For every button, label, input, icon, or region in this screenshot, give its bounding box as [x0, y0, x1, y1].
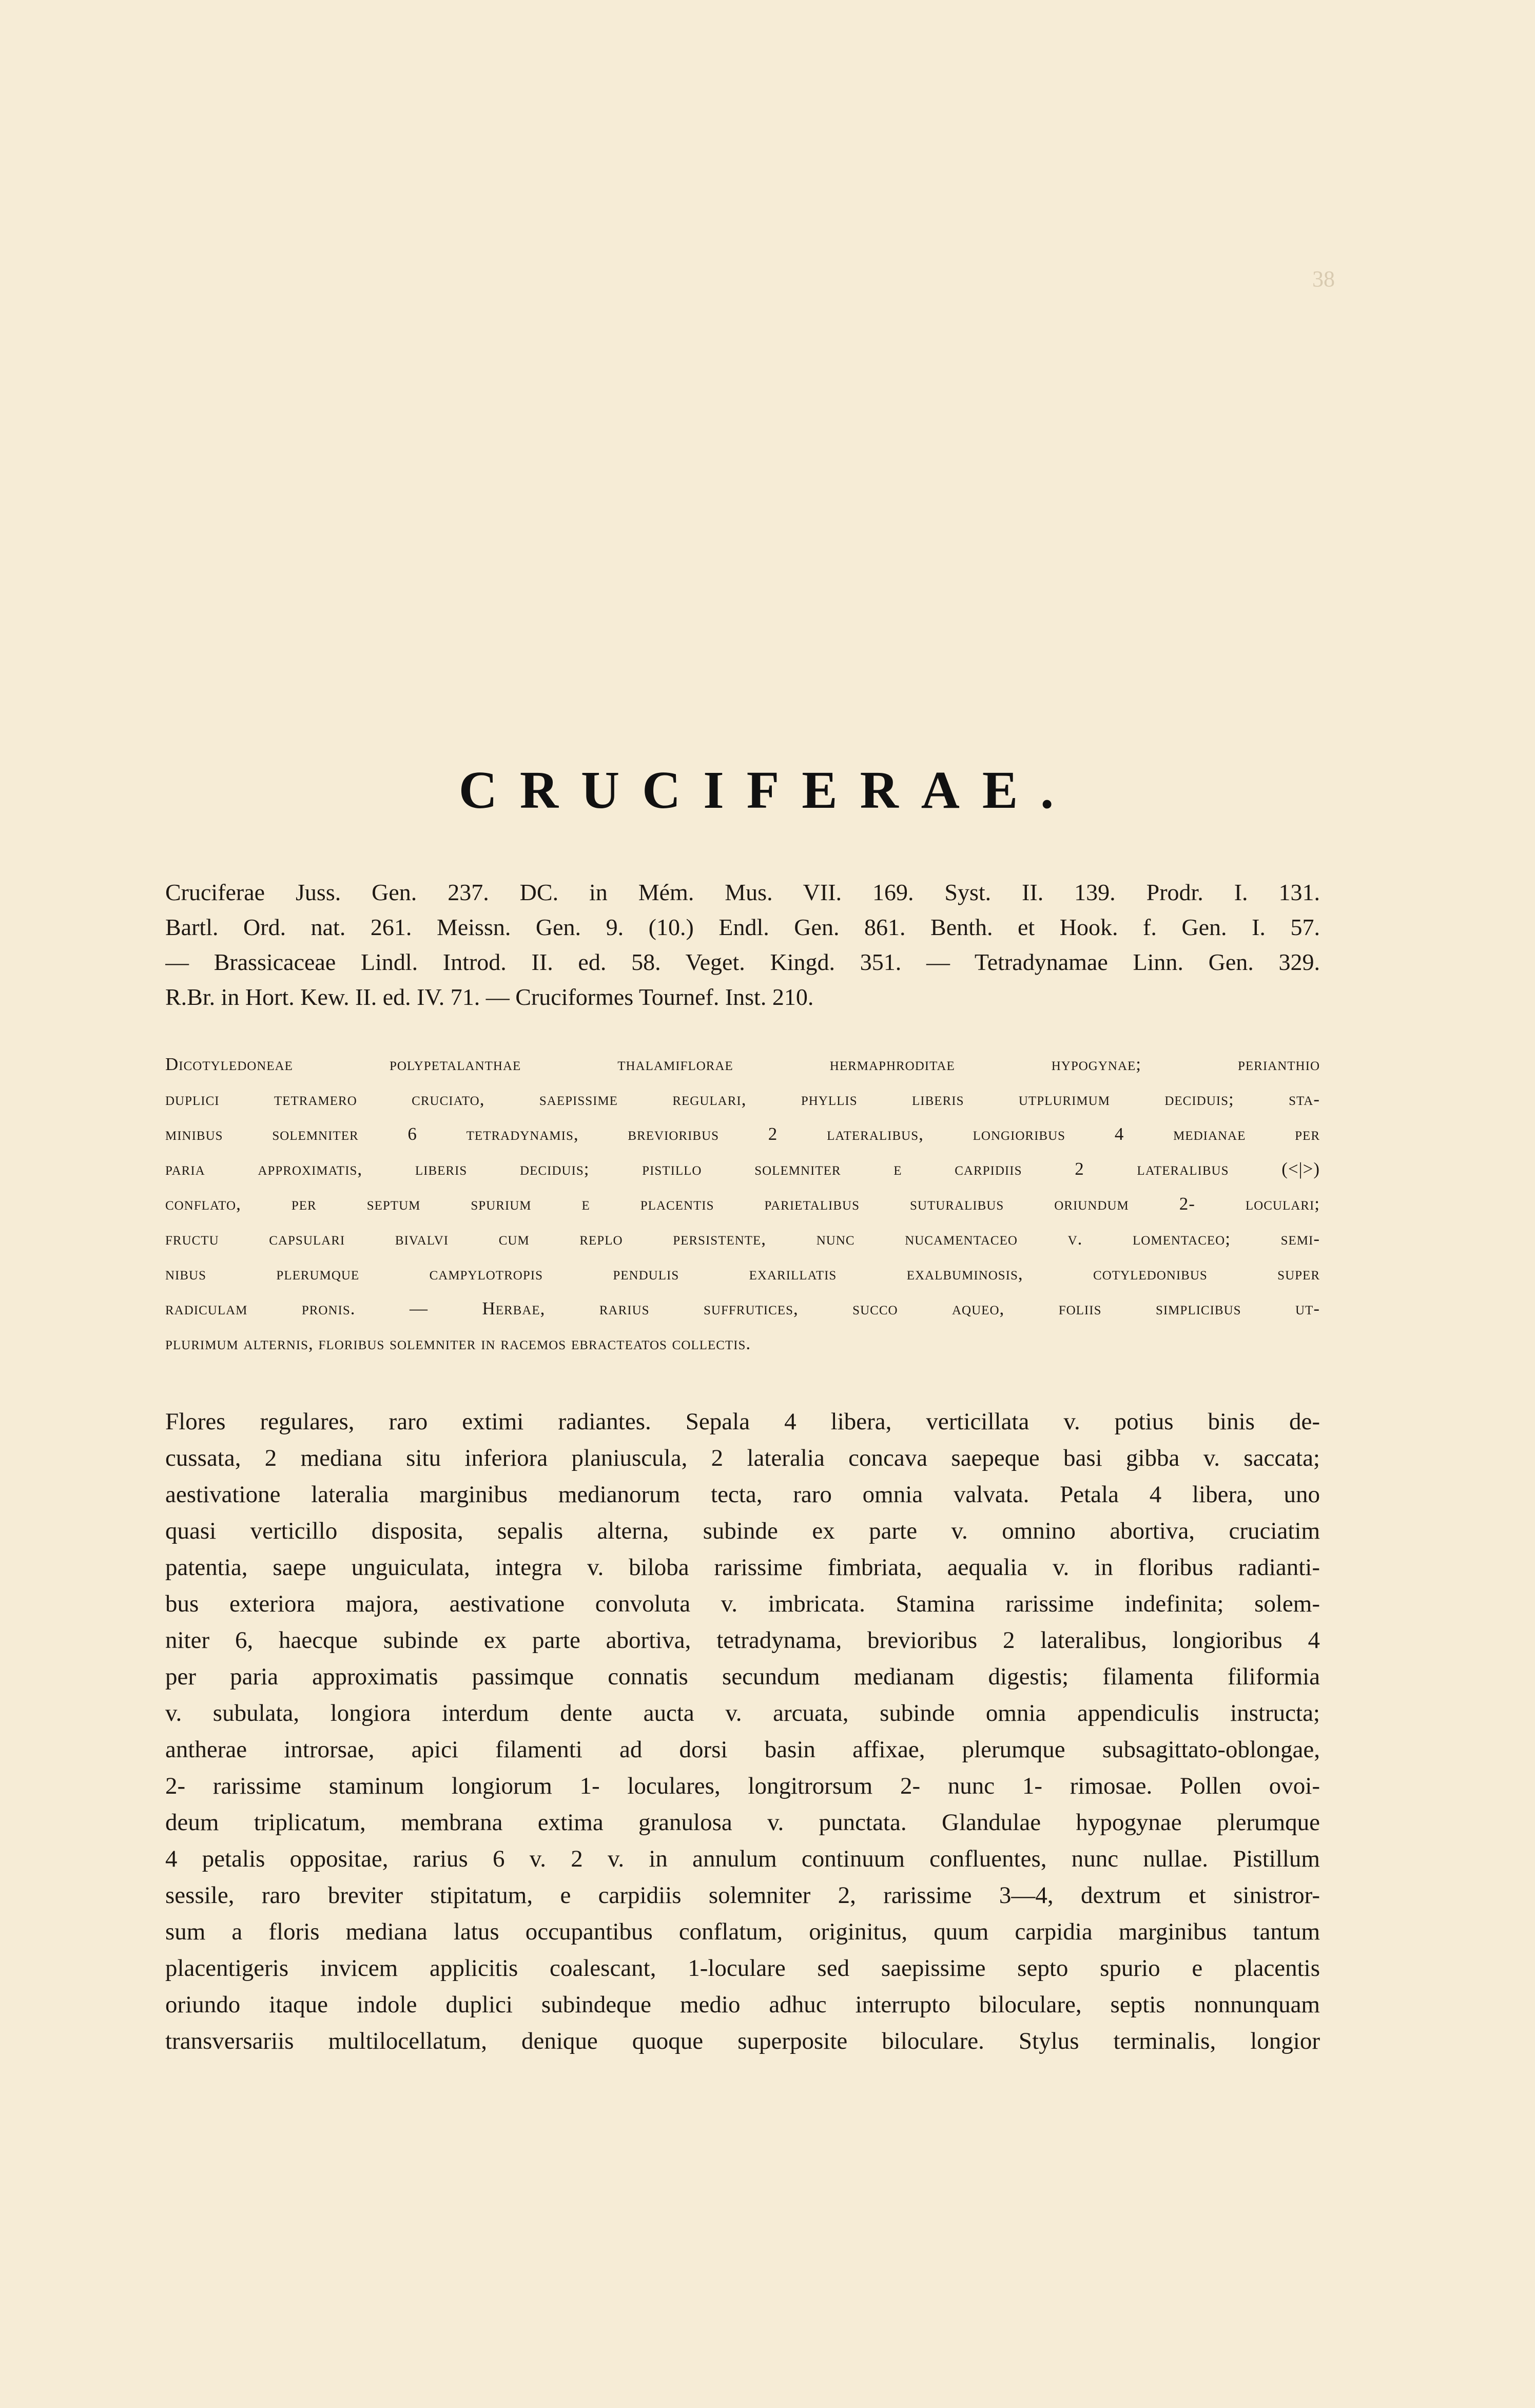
- description-line: v. subulata, longiora interdum dente aucta v. arcuata, subinde omnia appendiculis instructa;: [165, 1700, 1320, 1726]
- description-line: sessile, raro breviter stipitatum, e carpidiis solemniter 2, rarissime 3—4, dextrum et sinistror-: [165, 1882, 1320, 1909]
- description-line: deum triplicatum, membrana extima granulosa v. punctata. Glandulae hypogynae plerumque: [165, 1809, 1320, 1836]
- description-line: quasi verticillo disposita, sepalis alterna, subinde ex parte v. omnino abortiva, cruciatim: [165, 1518, 1320, 1544]
- diagnosis-line: fructu capsulari bivalvi cum replo persistente, nunc nucamentaceo v. lomentaceo; semi-: [165, 1229, 1320, 1249]
- description-line: sum a floris mediana latus occupantibus conflatum, originitus, quum carpidia marginibus tantum: [165, 1918, 1320, 1945]
- description-line: 2- rarissime staminum longiorum 1- loculares, longitrorsum 2- nunc 1- rimosae. Pollen ovoi-: [165, 1773, 1320, 1799]
- synonymy-line: Bartl. Ord. nat. 261. Meissn. Gen. 9. (10.) Endl. Gen. 861. Benth. et Hook. f. Gen. I. 57.: [165, 914, 1320, 940]
- diagnosis-paragraph: [165, 1047, 1320, 1361]
- page-title: CRUCIFERAE.: [458, 761, 1077, 820]
- description-line: cussata, 2 mediana situ inferiora planiuscula, 2 lateralia concava saepeque basi gibba v. saccata;: [165, 1445, 1320, 1471]
- page-number: 38: [1312, 266, 1335, 292]
- diagnosis-line: duplici tetramero cruciato, saepissime regulari, phyllis liberis utplurimum deciduis; sta-: [165, 1089, 1320, 1109]
- description-line: antherae introrsae, apici filamenti ad dorsi basin affixae, plerumque subsagittato-oblongae,: [165, 1736, 1320, 1763]
- description-line: transversariis multilocellatum, denique quoque superposite biloculare. Stylus terminalis, longior: [165, 2028, 1320, 2054]
- description-line: aestivatione lateralia marginibus medianorum tecta, raro omnia valvata. Petala 4 libera, uno: [165, 1481, 1320, 1508]
- diagnosis-line: conflato, per septum spurium e placentis parietalibus suturalibus oriundum 2- loculari;: [165, 1194, 1320, 1214]
- description-line: Flores regulares, raro extimi radiantes. Sepala 4 libera, verticillata v. potius binis de-: [165, 1408, 1320, 1435]
- description-line: patentia, saepe unguiculata, integra v. biloba rarissime fimbriata, aequalia v. in floribus radianti-: [165, 1554, 1320, 1581]
- synonymy-line: Cruciferae Juss. Gen. 237. DC. in Mém. Mus. VII. 169. Syst. II. 139. Prodr. I. 131.: [165, 879, 1320, 905]
- diagnosis-line: nibus plerumque campylotropis pendulis exarillatis exalbuminosis, cotyledonibus super: [165, 1264, 1320, 1284]
- description-line: placentigeris invicem applicitis coalescant, 1-loculare sed saepissime septo spurio e placentis: [165, 1955, 1320, 1982]
- description-line: bus exteriora majora, aestivatione convoluta v. imbricata. Stamina rarissime indefinita; solem-: [165, 1590, 1320, 1617]
- diagnosis-line: radiculam pronis. — Herbae, rarius suffrutices, succo aqueo, foliis simplicibus ut-: [165, 1298, 1320, 1318]
- diagnosis-line: plurimum alternis, floribus solemniter in racemos ebracteatos collectis.: [165, 1333, 751, 1353]
- synonymy-line: — Brassicaceae Lindl. Introd. II. ed. 58. Veget. Kingd. 351. — Tetradynamae Linn. Gen. 329.: [165, 949, 1320, 975]
- description-line: per paria approximatis passimque connatis secundum medianam digestis; filamenta filiformia: [165, 1663, 1320, 1690]
- synonymy-paragraph: [165, 875, 1320, 1015]
- synonymy-line: R.Br. in Hort. Kew. II. ed. IV. 71. — Cruciformes Tournef. Inst. 210.: [165, 984, 814, 1010]
- description-line: niter 6, haecque subinde ex parte abortiva, tetradynama, brevioribus 2 lateralibus, longioribus 4: [165, 1627, 1320, 1654]
- diagnosis-line: Dicotyledoneae polypetalanthae thalamiflorae hermaphroditae hypogynae; perianthio: [165, 1054, 1320, 1074]
- description-line: 4 petalis oppositae, rarius 6 v. 2 v. in annulum continuum confluentes, nunc nullae. Pistillum: [165, 1846, 1320, 1872]
- description-paragraph: [165, 1404, 1320, 2060]
- description-line: oriundo itaque indole duplici subindeque medio adhuc interrupto biloculare, septis nonnunquam: [165, 1991, 1320, 2018]
- diagnosis-line: paria approximatis, liberis deciduis; pistillo solemniter e carpidiis 2 lateralibus (<|>): [165, 1159, 1320, 1179]
- diagnosis-line: minibus solemniter 6 tetradynamis, brevioribus 2 lateralibus, longioribus 4 medianae per: [165, 1124, 1320, 1144]
